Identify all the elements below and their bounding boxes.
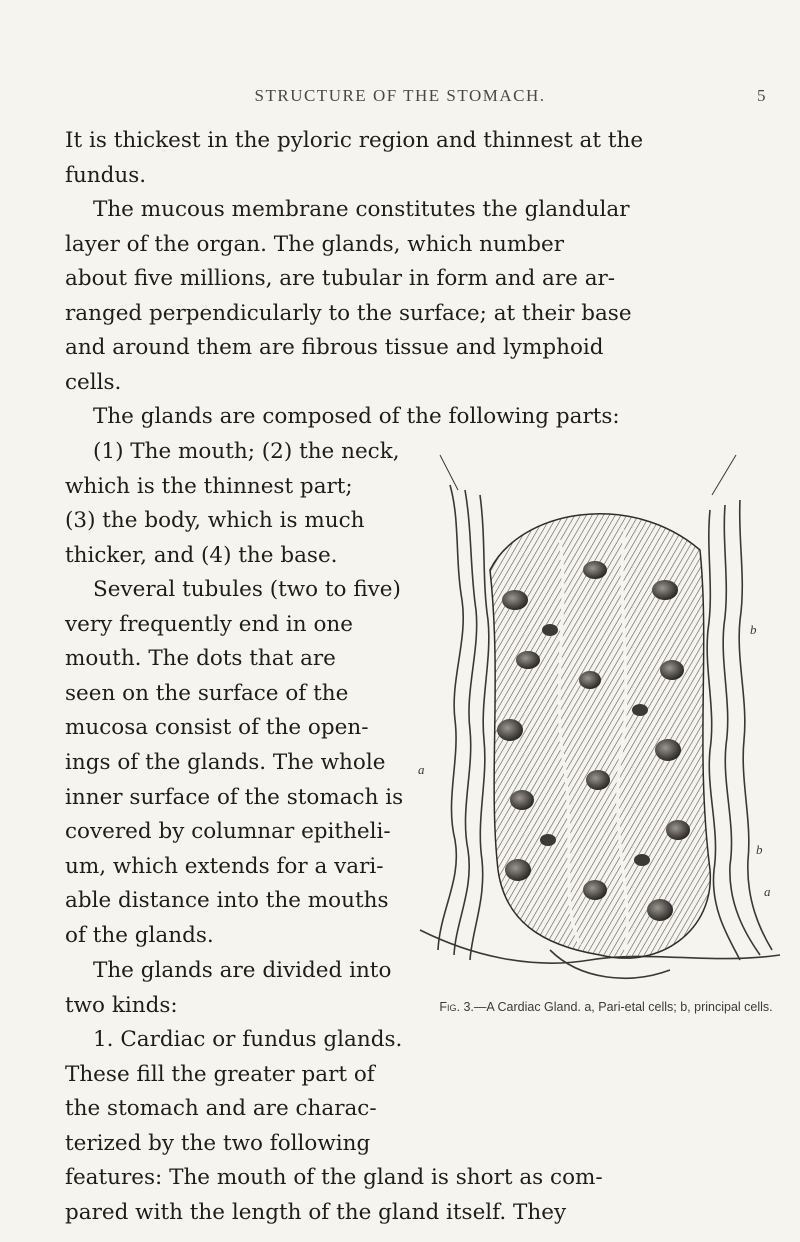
text-line: covered by columnar epitheli- xyxy=(65,819,391,845)
text-line: two kinds: xyxy=(65,992,178,1018)
text-line: which is the thinnest part; xyxy=(65,473,353,499)
text-line: terized by the two following xyxy=(65,1130,371,1156)
text-line: mouth. The dots that are xyxy=(65,646,336,672)
text-line: thicker, and (4) the base. xyxy=(65,542,338,568)
label-leaders xyxy=(440,455,736,495)
text-line: the stomach and are charac- xyxy=(65,1096,377,1122)
text-line: (3) the body, which is much xyxy=(65,508,365,534)
label-a-left: a xyxy=(418,762,425,777)
text-line: and around them are fibrous tissue and lymphoid xyxy=(65,335,604,361)
paragraph-6 xyxy=(65,1023,422,1161)
text-line: about five millions, are tubular in form and are ar- xyxy=(65,266,616,292)
cardiac-gland-figure xyxy=(410,450,782,990)
text-line: (1) The mouth; (2) the neck, xyxy=(93,439,400,464)
text-line: fundus. xyxy=(65,162,147,188)
paragraph-2 xyxy=(65,193,743,401)
text-line: 1. Cardiac or fundus glands. xyxy=(93,1027,403,1052)
text-line: Several tubules (two to five) xyxy=(93,577,401,602)
label-b-lower: b xyxy=(756,842,763,857)
text-line: The mucous membrane constitutes the glandular xyxy=(93,197,630,222)
text-line: The glands are composed of the following parts: xyxy=(93,404,620,429)
text-line: very frequently end in one xyxy=(65,611,354,637)
paragraph-6-continued xyxy=(65,1161,743,1230)
paragraph-4 xyxy=(65,573,422,954)
figure-number: Fig. 3. xyxy=(439,1000,474,1014)
text-line: pared with the length of the gland itself. They xyxy=(65,1199,567,1225)
paragraph-1 xyxy=(65,124,743,193)
label-b-upper: b xyxy=(750,622,757,637)
page-number: 5 xyxy=(757,86,766,105)
running-head: STRUCTURE OF THE STOMACH. xyxy=(254,86,546,105)
text-line: of the glands. xyxy=(65,922,214,948)
text-line: inner surface of the stomach is xyxy=(65,784,404,810)
text-line: cells. xyxy=(65,369,122,395)
paragraph-5 xyxy=(65,954,422,1023)
figure-key: a, Pari-etal cells; b, principal cells. xyxy=(584,1000,773,1014)
text-line: It is thickest in the pyloric region and thinnest at the xyxy=(65,128,644,153)
text-line: able distance into the mouths xyxy=(65,888,389,914)
text-line: ranged perpendicularly to the surface; at their base xyxy=(65,300,632,326)
cardiac-gland-illustration xyxy=(410,450,782,990)
figure-title: —A Cardiac Gland. xyxy=(473,1000,581,1014)
paragraph-3-first-line xyxy=(65,400,743,435)
label-a-right: a xyxy=(764,884,771,899)
figure-caption xyxy=(436,1000,776,1015)
text-line: seen on the surface of the xyxy=(65,680,349,706)
text-line: layer of the organ. The glands, which number xyxy=(65,231,564,257)
paragraph-3 xyxy=(65,435,422,573)
text-line: um, which extends for a vari- xyxy=(65,853,384,879)
text-line: The glands are divided into xyxy=(93,958,392,983)
text-line: These fill the greater part of xyxy=(65,1061,375,1087)
text-line: ings of the glands. The whole xyxy=(65,749,386,775)
text-line: mucosa consist of the open- xyxy=(65,715,369,741)
text-line: features: The mouth of the gland is short as com- xyxy=(65,1165,603,1190)
